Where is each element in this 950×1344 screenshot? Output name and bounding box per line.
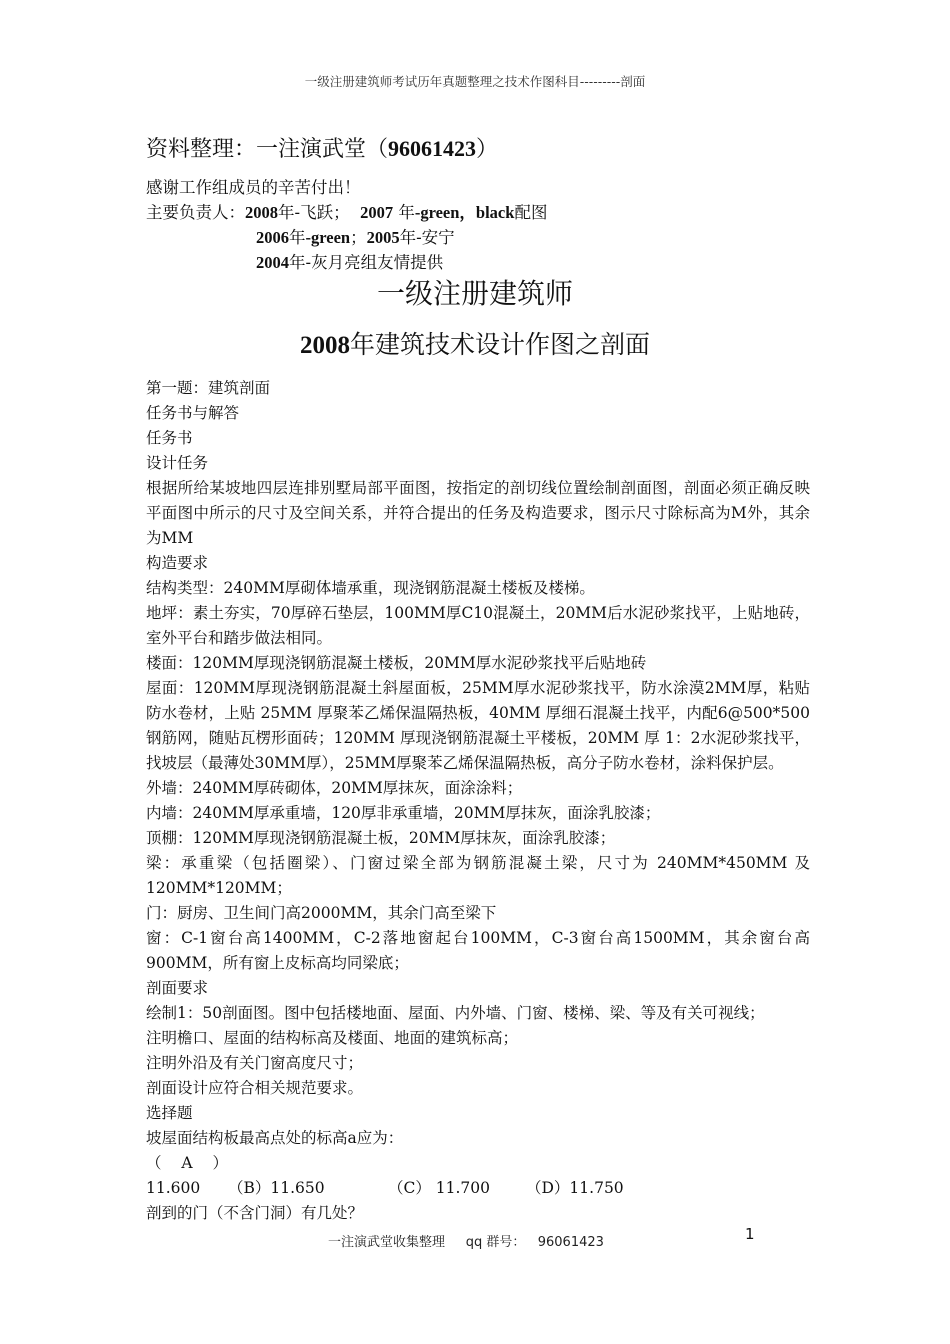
beam-text: 梁：承重梁（包括圈梁）、门窗过梁全部为钢筋混凝土梁，尺寸为 240MM*450MM 及120MM*120MM； [146,854,810,897]
body-text [146,376,810,1226]
ceiling-text: 顶棚：120MM厚现浇钢筋混凝土板，20MM厚抹灰，面涂乳胶漆； [146,829,616,847]
option-a: （A） 11.600 [146,1154,228,1197]
int-wall-text: 内墙：240MM厚承重墙，120厚非承重墙，20MM厚抹灰，面涂乳胶漆； [146,804,661,822]
question-roof-options [146,1151,810,1201]
page-number: 1 [745,1225,755,1243]
note-3: 剖面设计应符合相关规范要求。 [146,1079,364,1097]
choice-heading: 选择题 [146,1104,193,1122]
responsible-line-3: 2004年-灰月亮组友情提供 [256,253,444,272]
q1-heading: 第一题：建筑剖面 [146,379,271,397]
construct-req-heading: 构造要求 [146,554,209,572]
design-task-heading: 设计任务 [146,454,209,472]
door-text: 门：厨房、卫生间门高2000MM，其余门高至梁下 [146,904,497,922]
roof-text: 屋面：120MM厚现浇钢筋混凝土斜屋面板，25MM厚水泥砂浆找平，防水涂漠2MM厚，粘贴防水卷材，上贴 25MM 厚聚苯乙烯保温隔热板，40MM 厚细石混凝土找平，内配6@500*500钢筋网，随贴瓦楞形面砖；120MM 厚现浇钢筋混凝土平楼板，20MM 厚 1：2水泥砂浆找平，找坡层（最薄处30MM厚），25MM厚聚苯乙烯保温隔热板，高分子防水卷材，涂料保护层。 [146,679,810,772]
ground-text: 地坪：素土夯实，70厚碎石垫层，100MM厚C10混凝土，20MM后水泥砂浆找平，上贴地砖，室外平台和踏步做法相同。 [146,604,810,647]
page-footer: 一注演武堂收集整理 qq 群号： 96061423 [328,1235,604,1250]
responsible-line-2: 2006年-green；2005年-安宁 [256,228,455,247]
note-1: 注明檐口、屋面的结构标高及楼面、地面的建筑标高； [146,1029,519,1047]
page-header: 一级注册建筑师考试历年真题整理之技术作图科目---------剖面 [304,74,646,89]
floor-text: 楼面：120MM厚现浇钢筋混凝土楼板，20MM厚水泥砂浆找平后贴地砖 [146,654,647,672]
task-answer-heading: 任务书与解答 [146,404,240,422]
question-door: 剖到的门（不含门洞）有几处？ [146,1204,364,1222]
main-title: 一级注册建筑师 [376,277,573,310]
question-roof: 坡屋面结构板最高点处的标高a应为： [146,1129,404,1147]
structure-text: 结构类型：240MM厚砌体墙承重，现浇钢筋混凝土楼板及楼梯。 [146,579,595,597]
option-c: （C） 11.700 [388,1179,491,1197]
compiler-line: 资料整理：一注演武堂（96061423） [146,136,499,162]
draw-text: 绘制1：50剖面图。图中包括楼地面、屋面、内外墙、门窗、楼梯、梁、等及有关可视线； [146,1004,765,1022]
responsible-line: 主要负责人：2008年-飞跃； 2007 年-green，black配图 [146,203,548,222]
sub-title: 2008年建筑技术设计作图之剖面 [299,330,650,359]
option-d: （D）11.750 [526,1179,624,1197]
option-b: （B）11.650 [228,1179,325,1197]
thanks-line: 感谢工作组成员的辛苦付出！ [146,178,361,197]
section-req-heading: 剖面要求 [146,979,209,997]
design-desc: 根据所给某坡地四层连排别墅局部平面图，按指定的剖切线位置绘制剖面图，剖面必须正确反映平面图中所示的尺寸及空间关系，并符合提出的任务及构造要求，图示尺寸除标高为M外，其余为MM [146,479,810,547]
note-2: 注明外沿及有关门窗高度尺寸； [146,1054,364,1072]
ext-wall-text: 外墙：240MM厚砖砌体，20MM厚抹灰，面涂涂料； [146,779,523,797]
window-text: 窗：C-1窗台高1400MM，C-2落地窗起台100MM，C-3窗台高1500MM，其余窗台高900MM，所有窗上皮标高均同梁底； [146,929,810,972]
task-heading: 任务书 [146,429,193,447]
